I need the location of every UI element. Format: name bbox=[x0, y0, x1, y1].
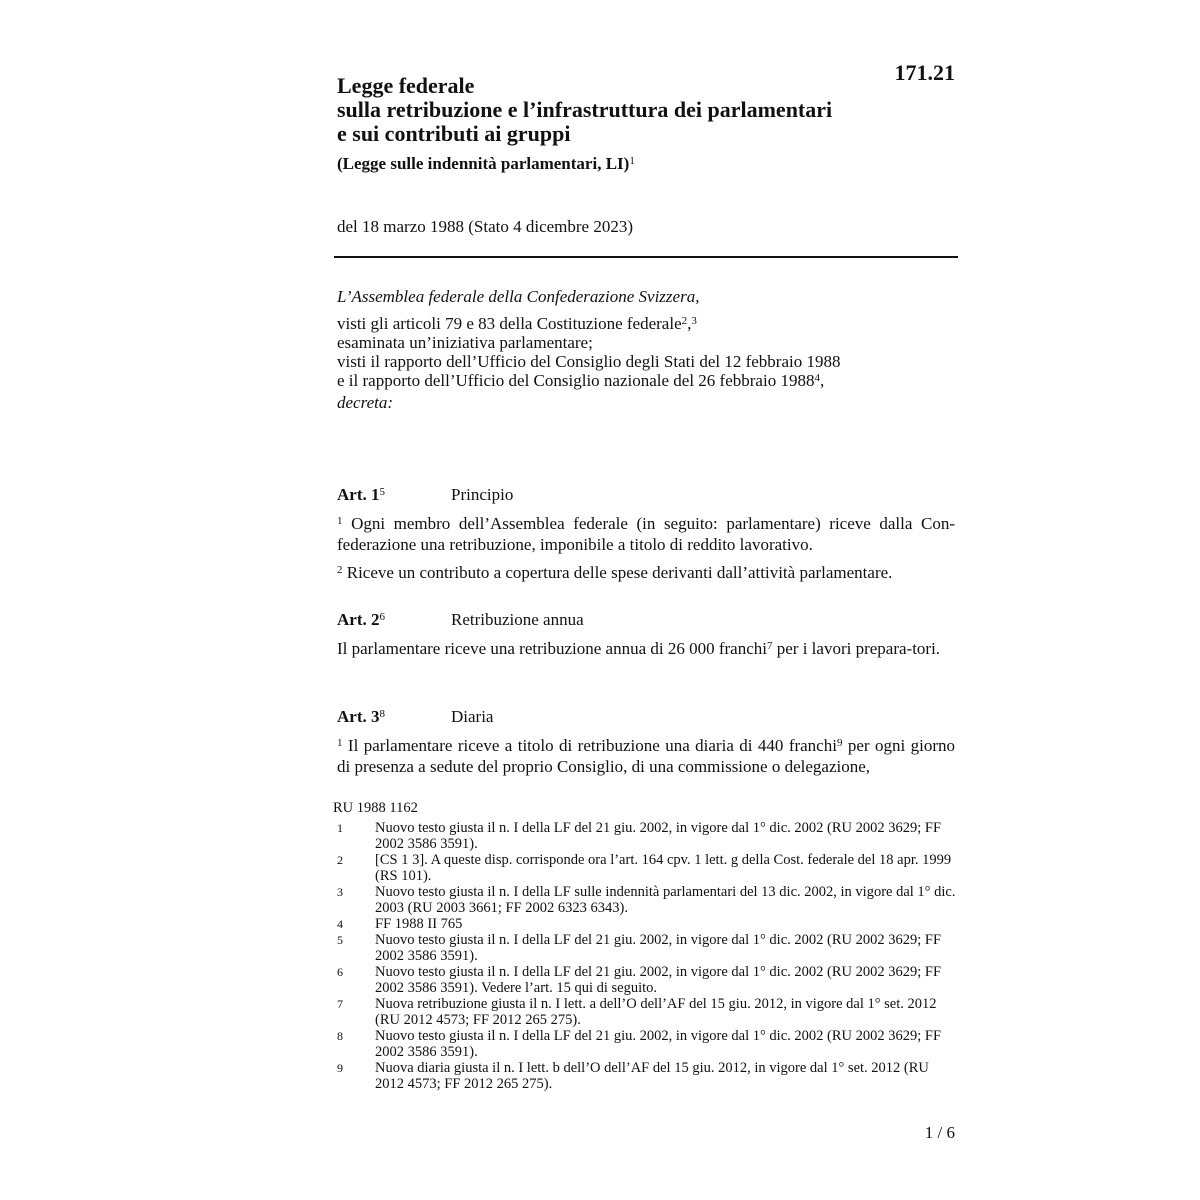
footnote-text: Nuova retribuzione giusta il n. I lett. a dell’O dell’AF del 15 giu. 2012, in vigore dal 1° set. 2012 (RU 2012 4573; FF 2012 265 275). bbox=[375, 996, 937, 1028]
article-3-number-text: Art. 3 bbox=[337, 707, 380, 726]
footnotes bbox=[333, 800, 958, 1092]
article-1-paragraph-2 bbox=[337, 562, 955, 583]
page-title bbox=[337, 74, 897, 146]
preamble-intro: L’Assemblea federale della Confederazione Svizzera, bbox=[337, 287, 700, 306]
page-number: 1 / 6 bbox=[924, 1123, 955, 1142]
footnote-ref-1[interactable]: 1 bbox=[629, 155, 635, 167]
footnote-text: Nuova diaria giusta il n. I lett. b dell’O dell’AF del 15 giu. 2012, in vigore dal 1° set. 2012 (RU 2012 4573; FF 2012 265 275). bbox=[375, 1060, 929, 1092]
paragraph-text: Il parlamentare riceve a titolo di retribuzione una diaria di 440 franchi bbox=[347, 736, 837, 755]
footnote-text: Nuovo testo giusta il n. I della LF del 21 giu. 2002, in vigore dal 1° dic. 2002 (RU 2002 3629; FF 2002 3586 3591). bbox=[375, 1028, 942, 1060]
article-2-heading bbox=[337, 609, 584, 631]
footnote-number: 3 bbox=[337, 885, 343, 899]
article-3-title: Diaria bbox=[451, 707, 494, 726]
footnote-number: 6 bbox=[337, 965, 343, 979]
article-2-number-text: Art. 2 bbox=[337, 610, 380, 629]
short-title-text: (Legge sulle indennità parlamentari, LI) bbox=[337, 154, 630, 173]
footnote-text: Nuovo testo giusta il n. I della LF del 21 giu. 2002, in vigore dal 1° dic. 2002 (RU 2002 3629; FF 2002 3586 3591). Vedere l’art. 15 qui di seguito. bbox=[375, 964, 942, 996]
title-line-3: e sui contributi ai gruppi bbox=[337, 121, 571, 146]
article-1-number bbox=[337, 484, 451, 506]
footnote-ref-5[interactable]: 5 bbox=[379, 486, 385, 498]
paragraph-text-end: per ogni giorno di presenza a sedute del proprio Consiglio, di una commissione o delegazione, bbox=[337, 736, 955, 776]
paragraph-mark: 2 bbox=[337, 564, 343, 576]
footnote-text: Nuovo testo giusta il n. I della LF sulle indennità parlamentari del 13 dic. 2002, in vigore dal 1° dic. 2003 (RU 2003 3661; FF 2002 6323 6343). bbox=[375, 884, 956, 916]
footnote-ref-8[interactable]: 8 bbox=[379, 708, 385, 720]
preamble-decreta: decreta: bbox=[337, 393, 394, 412]
date-line: del 18 marzo 1988 (Stato 4 dicembre 2023) bbox=[337, 217, 634, 236]
paragraph-text: Il parlamentare riceve una retribuzione annua di 26 000 franchi bbox=[337, 639, 767, 658]
article-1-paragraph-1 bbox=[337, 513, 955, 555]
document-number: 171.21 bbox=[894, 60, 955, 85]
footnote-number: 8 bbox=[337, 1029, 343, 1043]
paragraph-mark: 1 bbox=[337, 737, 343, 749]
footnote-item bbox=[333, 820, 958, 852]
footnote-ref-7[interactable]: 7 bbox=[767, 640, 773, 652]
title-line-2: sulla retribuzione e l’infrastruttura dei parlamentari bbox=[337, 97, 833, 122]
short-title bbox=[337, 153, 635, 175]
preamble-line-3: visti il rapporto dell’Ufficio del Consiglio degli Stati del 12 febbraio 1988 bbox=[337, 352, 841, 371]
paragraph-text: Ogni membro dell’Assemblea federale (in seguito: parlamentare) riceve dalla Con-federazione una retribuzione, imponibile a titolo di reddito lavorativo. bbox=[337, 514, 956, 554]
footnote-text: Nuovo testo giusta il n. I della LF del 21 giu. 2002, in vigore dal 1° dic. 2002 (RU 2002 3629; FF 2002 3586 3591). bbox=[375, 932, 942, 964]
footnote-number: 7 bbox=[337, 997, 343, 1011]
paragraph-text-end: per i lavori prepara-tori. bbox=[772, 639, 941, 658]
paragraph-text: Riceve un contributo a copertura delle spese derivanti dall’attività parlamentare. bbox=[346, 563, 893, 582]
header-divider bbox=[334, 256, 958, 258]
preamble-line-4-end: , bbox=[819, 371, 825, 390]
article-1-title: Principio bbox=[451, 485, 514, 504]
footnote-ref-4[interactable]: 4 bbox=[814, 372, 820, 384]
footnote-number: 4 bbox=[337, 917, 343, 931]
footnote-item bbox=[333, 932, 958, 964]
footnote-text: FF 1988 II 765 bbox=[375, 916, 463, 932]
footnote-ref-6[interactable]: 6 bbox=[379, 611, 385, 623]
footnote-item bbox=[333, 996, 958, 1028]
footnote-item bbox=[333, 1060, 958, 1092]
footnote-ref-9[interactable]: 9 bbox=[836, 737, 843, 749]
footnote-ref-2[interactable]: 2 bbox=[681, 315, 688, 327]
footnote-source: RU 1988 1162 bbox=[333, 800, 418, 816]
footnote-number: 2 bbox=[337, 853, 343, 867]
article-3-paragraph-1 bbox=[337, 735, 955, 777]
title-line-1: Legge federale bbox=[337, 73, 475, 98]
preamble-line-1-text: visti gli articoli 79 e 83 della Costituzione federale bbox=[337, 314, 682, 333]
footnote-item bbox=[333, 1028, 958, 1060]
paragraph-mark: 1 bbox=[337, 515, 343, 527]
article-3-heading bbox=[337, 706, 493, 728]
footnote-item bbox=[333, 916, 958, 932]
article-2-title: Retribuzione annua bbox=[451, 610, 584, 629]
footnote-number: 9 bbox=[337, 1061, 343, 1075]
article-1-heading bbox=[337, 484, 513, 506]
footnote-item bbox=[333, 964, 958, 996]
footnote-number: 5 bbox=[337, 933, 343, 947]
preamble-line-1-sep: , bbox=[687, 314, 692, 333]
article-2-number bbox=[337, 609, 451, 631]
preamble-line-2: esaminata un’iniziativa parlamentare; bbox=[337, 333, 593, 352]
footnote-text: Nuovo testo giusta il n. I della LF del 21 giu. 2002, in vigore dal 1° dic. 2002 (RU 2002 3629; FF 2002 3586 3591). bbox=[375, 820, 942, 852]
article-2-paragraph-1 bbox=[337, 638, 955, 659]
preamble-line-1 bbox=[337, 314, 957, 333]
footnote-item bbox=[333, 852, 958, 884]
article-1-number-text: Art. 1 bbox=[337, 485, 380, 504]
footnote-item bbox=[333, 884, 958, 916]
preamble-line-4 bbox=[337, 371, 957, 390]
article-3-number bbox=[337, 706, 451, 728]
footnote-text: [CS 1 3]. A queste disp. corrisponde ora l’art. 164 cpv. 1 lett. g della Cost. federale del 18 apr. 1999 (RS 101). bbox=[375, 852, 952, 884]
preamble bbox=[337, 287, 957, 412]
preamble-line-4-text: e il rapporto dell’Ufficio del Consiglio nazionale del 26 febbraio 1988 bbox=[337, 371, 815, 390]
footnote-number: 1 bbox=[337, 821, 343, 835]
footnote-ref-3[interactable]: 3 bbox=[691, 315, 697, 327]
